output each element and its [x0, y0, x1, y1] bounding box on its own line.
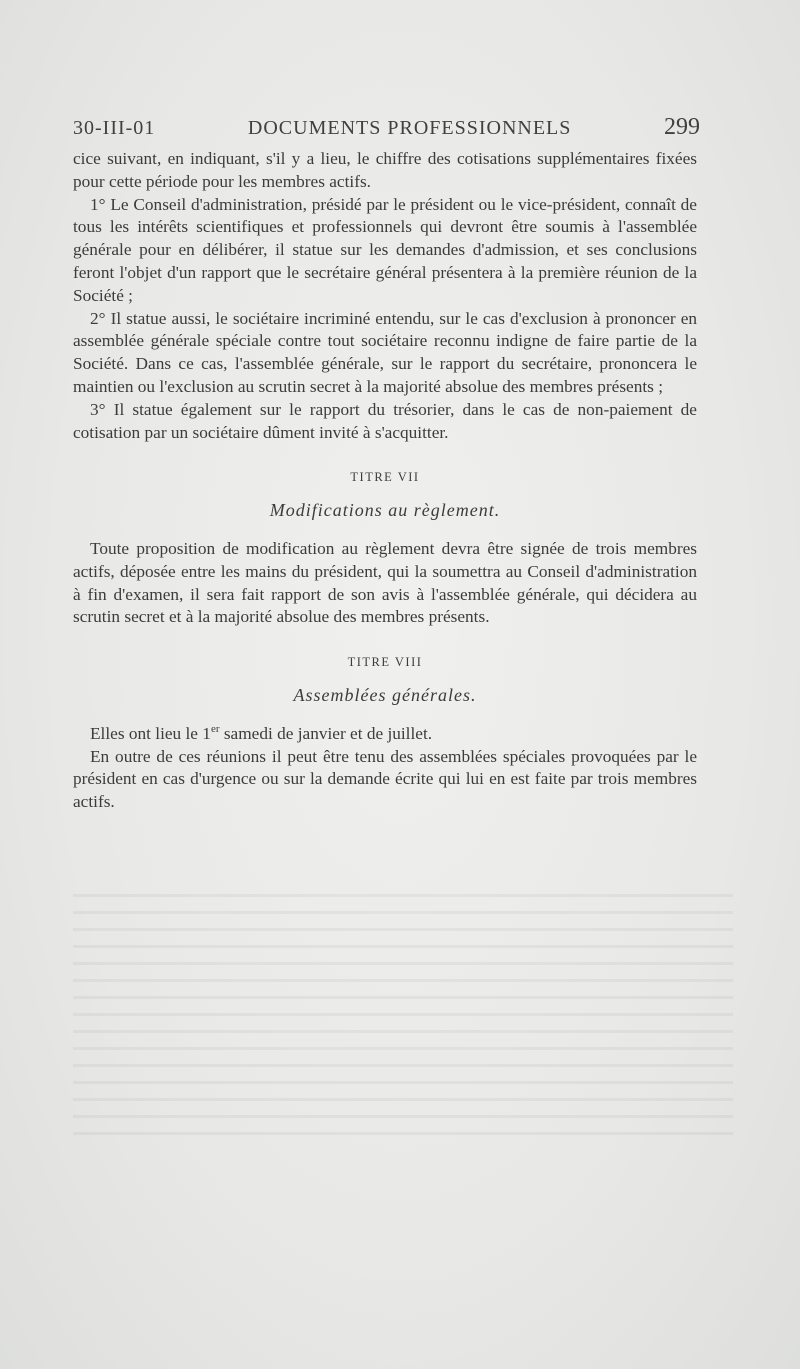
item-number: 2°: [90, 308, 106, 328]
item-text: Il statue aussi, le sociétaire incriminé entendu, sur le cas d'exclusion à prononcer en assemblée générale spéciale contre tout sociétaire reconnu indigne de faire partie de la Société. Dans ce cas, l'assemblée générale, sur le rapport du secrétaire, prononcera le maintien ou l'exclusion au scrutin secret à la majorité absolue des membres présents ;: [73, 308, 697, 396]
header-date: 30-III-01: [73, 117, 156, 139]
paragraph-assemblees-dates: Elles ont lieu le 1er samedi de janvier et de juillet.: [90, 722, 433, 743]
paragraph-item-1: [73, 194, 697, 308]
section-subtitle-modifications: Modifications au règlement.: [269, 500, 501, 521]
item-text: Il statue également sur le rapport du trésorier, dans le cas de non-paiement de cotisation par un sociétaire dûment invité à s'acquitter.: [73, 399, 697, 442]
item-number: 3°: [90, 399, 106, 419]
item-text: Le Conseil d'administration, présidé par le président ou le vice-président, connaît de tous les intérêts scientifiques et professionnels qui devront être soumis à l'assemblée générale pour en délibérer, il statue sur les demandes d'admission, et ses conclusions feront l'objet d'un rapport que le secrétaire général présentera à la première réunion de la Société ;: [73, 194, 697, 305]
running-title: DOCUMENTS PROFESSIONNELS: [247, 117, 572, 139]
paragraph-assemblees-speciales: En outre de ces réunions il peut être tenu des assemblées spéciales provoquées par le président en cas d'urgence ou sur la demande écrite qui lui en est faite par trois membres actifs.: [73, 746, 697, 812]
paragraph-modifications: Toute proposition de modification au règlement devra être signée de trois membres actifs, déposée entre les mains du président, qui la soumettra au Conseil d'administration à fin d'examen, il sera fait rapport de son avis à l'assemblée générale, qui décidera au scrutin secret et à la majorité absolue des membres présents.: [73, 538, 697, 627]
page-number: 299: [664, 114, 700, 140]
item-number: 1°: [90, 194, 106, 214]
paragraph-item-2: [73, 308, 697, 399]
paragraph-item-3: [73, 399, 697, 445]
show-through-texture: [73, 880, 733, 1140]
running-header: [73, 114, 700, 141]
section-heading-titre-vii: TITRE VII: [350, 470, 420, 485]
page-body: [73, 148, 697, 814]
paragraph-continuation: cice suivant, en indiquant, s'il y a lieu, le chiffre des cotisations supplémentaires fixées pour cette période pour les membres actifs.: [73, 149, 697, 191]
section-heading-titre-viii: TITRE VIII: [347, 655, 423, 670]
section-subtitle-assemblees: Assemblées générales.: [293, 684, 477, 705]
superscript: er: [210, 722, 220, 735]
